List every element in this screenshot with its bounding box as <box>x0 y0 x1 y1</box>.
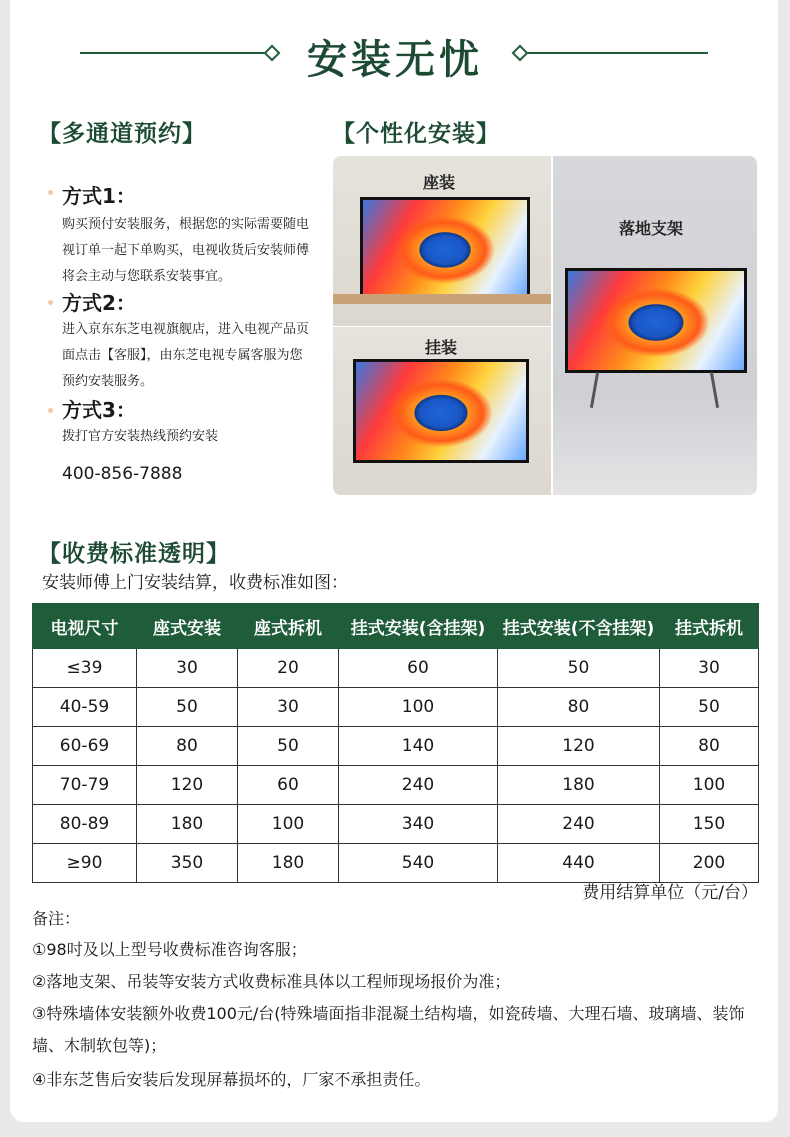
tv-icon <box>353 359 529 463</box>
stand-leg <box>710 372 719 408</box>
table-cell: 30 <box>238 688 339 727</box>
method-1-body: 购买预付安装服务，根据您的实际需要随电视订单一起下单购买，电视收货后安装师傅将会主动与您联系安装事宜。 <box>62 217 310 284</box>
method-2-body: 进入京东东芝电视旗舰店，进入电视产品页面点击【客服】，由东芝电视专属客服为您预约安装服务。 <box>62 322 310 389</box>
table-cell: 240 <box>498 805 660 844</box>
tv-icon <box>360 197 530 299</box>
bullet-dot-icon <box>48 408 53 413</box>
seat-install-label: 座装 <box>423 173 456 192</box>
bullet-dot-icon <box>48 300 53 305</box>
table-row <box>33 805 759 844</box>
table-cell: 60-69 <box>33 727 137 766</box>
table-cell: 30 <box>660 649 759 688</box>
floor-stand-label: 落地支架 <box>619 219 684 238</box>
table-cell: 440 <box>498 844 660 883</box>
fees-subtitle: 安装师傅上门安装结算，收费标准如图： <box>42 573 348 593</box>
wall-install-image <box>333 327 551 495</box>
table-cell: 70-79 <box>33 766 137 805</box>
table-row <box>33 727 759 766</box>
table-cell: 80 <box>498 688 660 727</box>
table-row <box>33 649 759 688</box>
tv-cabinet <box>333 294 551 304</box>
wall-install-label: 挂装 <box>425 338 458 357</box>
table-cell: 200 <box>660 844 759 883</box>
table-cell: 240 <box>339 766 498 805</box>
column-header: 挂式安装(不含挂架) <box>498 604 660 649</box>
method-1-title: 方式1： <box>62 184 136 208</box>
table-cell: 120 <box>137 766 238 805</box>
note-item: ②落地支架、吊装等安装方式收费标准具体以工程师现场报价为准； <box>32 972 511 991</box>
table-cell: 100 <box>238 805 339 844</box>
table-cell: ≤39 <box>33 649 137 688</box>
table-cell: 140 <box>339 727 498 766</box>
table-cell: 50 <box>660 688 759 727</box>
table-header-row <box>33 604 759 649</box>
column-header: 座式拆机 <box>238 604 339 649</box>
table-cell: 80 <box>137 727 238 766</box>
method-3-body: 拨打官方安装热线预约安装 <box>62 429 219 444</box>
table-cell: 540 <box>339 844 498 883</box>
column-header: 座式安装 <box>137 604 238 649</box>
method-2-title: 方式2： <box>62 291 136 315</box>
note-item: ④非东芝售后安装后发现屏幕损坏的，厂家不承担责任。 <box>32 1070 431 1089</box>
table-cell: 50 <box>137 688 238 727</box>
table-cell: ≥90 <box>33 844 137 883</box>
table-cell: 120 <box>498 727 660 766</box>
table-row <box>33 844 759 883</box>
fee-table <box>32 603 759 883</box>
hotline-number: 400-856-7888 <box>62 464 183 484</box>
stand-leg <box>590 372 599 408</box>
booking-section-title: 【多通道预约】 <box>38 121 206 147</box>
table-cell: 30 <box>137 649 238 688</box>
table-cell: 340 <box>339 805 498 844</box>
table-cell: 60 <box>238 766 339 805</box>
table-cell: 80-89 <box>33 805 137 844</box>
note-item: ③特殊墙体安装额外收费100元/台(特殊墙面指非混凝土结构墙，如瓷砖墙、大理石墙、玻璃墙、装饰墙、木制软包等)； <box>32 1004 745 1055</box>
personal-section-title: 【个性化安装】 <box>332 121 500 147</box>
table-cell: 180 <box>137 805 238 844</box>
table-cell: 100 <box>660 766 759 805</box>
table-cell: 180 <box>498 766 660 805</box>
table-cell: 150 <box>660 805 759 844</box>
table-cell: 50 <box>238 727 339 766</box>
column-header: 挂式拆机 <box>660 604 759 649</box>
table-row <box>33 766 759 805</box>
table-cell: 100 <box>339 688 498 727</box>
tv-icon <box>565 268 747 373</box>
seat-install-image <box>333 156 551 326</box>
table-cell: 50 <box>498 649 660 688</box>
table-cell: 180 <box>238 844 339 883</box>
method-3-title: 方式3： <box>62 398 136 422</box>
notes-title: 备注： <box>32 909 81 928</box>
table-row <box>33 688 759 727</box>
column-header: 电视尺寸 <box>33 604 137 649</box>
floor-stand-image <box>553 156 757 495</box>
bullet-dot-icon <box>48 190 53 195</box>
fee-unit-note: 费用结算单位（元/台） <box>582 883 758 903</box>
table-cell: 20 <box>238 649 339 688</box>
table-cell: 80 <box>660 727 759 766</box>
table-cell: 60 <box>339 649 498 688</box>
column-header: 挂式安装(含挂架) <box>339 604 498 649</box>
table-cell: 40-59 <box>33 688 137 727</box>
note-item: ①98吋及以上型号收费标准咨询客服； <box>32 940 307 959</box>
page-title: 安装无忧 <box>307 37 483 83</box>
fees-section-title: 【收费标准透明】 <box>38 541 230 567</box>
table-cell: 350 <box>137 844 238 883</box>
